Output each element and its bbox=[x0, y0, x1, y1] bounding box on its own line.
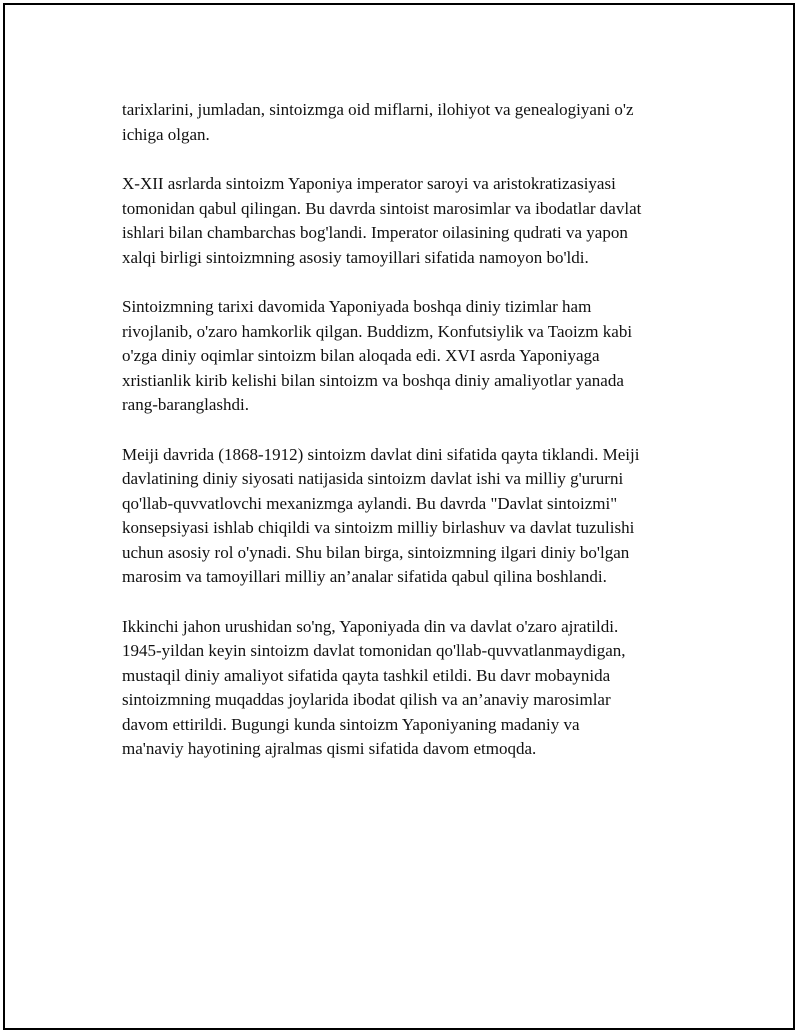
paragraph-4: Meiji davrida (1868-1912) sintoizm davlat dini sifatida qayta tiklandi. Meiji davlatining diniy siyosati natijasida sintoizm davlat ishi va milliy g'ururni qo'llab-quvvatlovchi mexanizmga aylandi. Bu davrda "Davlat sintoizmi" konsepsiyasi ishlab chiqildi va sintoizm milliy birlashuv va davlat tuzulishi uchun asosiy rol o'ynadi. Shu bilan birga, sintoizmning ilgari diniy bo'lgan marosim va tamoyillari milliy an’analar sifatida qabul qilina boshlandi. bbox=[122, 444, 640, 586]
paragraph-5: Ikkinchi jahon urushidan so'ng, Yaponiyada din va davlat o'zaro ajratildi. 1945-yildan keyin sintoizm davlat tomonidan qo'llab-quvvatlanmaydigan, mustaqil diniy amaliyot sifatida qayta tashkil etildi. Bu davr mobaynida sintoizmning muqaddas joylarida ibodat qilish va an’anaviy marosimlar davom ettirildi. Bugungi kunda sintoizm Yaponiyaning madaniy va ma'naviy hayotining ajralmas qismi sifatida davom etmoqda. bbox=[122, 616, 626, 758]
page-frame bbox=[3, 3, 795, 1030]
paragraph-3: Sintoizmning tarixi davomida Yaponiyada boshqa diniy tizimlar ham rivojlanib, o'zaro hamkorlik qilgan. Buddizm, Konfutsiylik va Taoizm kabi o'zga diniy oqimlar sintoizm bilan aloqada edi. XVI asrda Yaponiyaga xristianlik kirib kelishi bilan sintoizm va boshqa diniy amaliyotlar yanada rang-baranglashdi. bbox=[122, 297, 633, 414]
paragraph-2: X-XII asrlarda sintoizm Yaponiya imperator saroyi va aristokratizasiyasi tomonidan qabul qilingan. Bu davrda sintoist marosimlar va ibodatlar davlat ishlari bilan chambarchas bog'landi. Imperator oilasining qudrati va yapon xalqi birligi sintoizmning asosiy tamoyillari sifatida namoyon bo'ldi. bbox=[122, 174, 642, 267]
paragraph-1: tarixlarini, jumladan, sintoizmga oid miflarni, ilohiyot va genealogiyani o'z ichiga olgan. bbox=[122, 100, 634, 144]
page-body-text bbox=[122, 98, 692, 787]
